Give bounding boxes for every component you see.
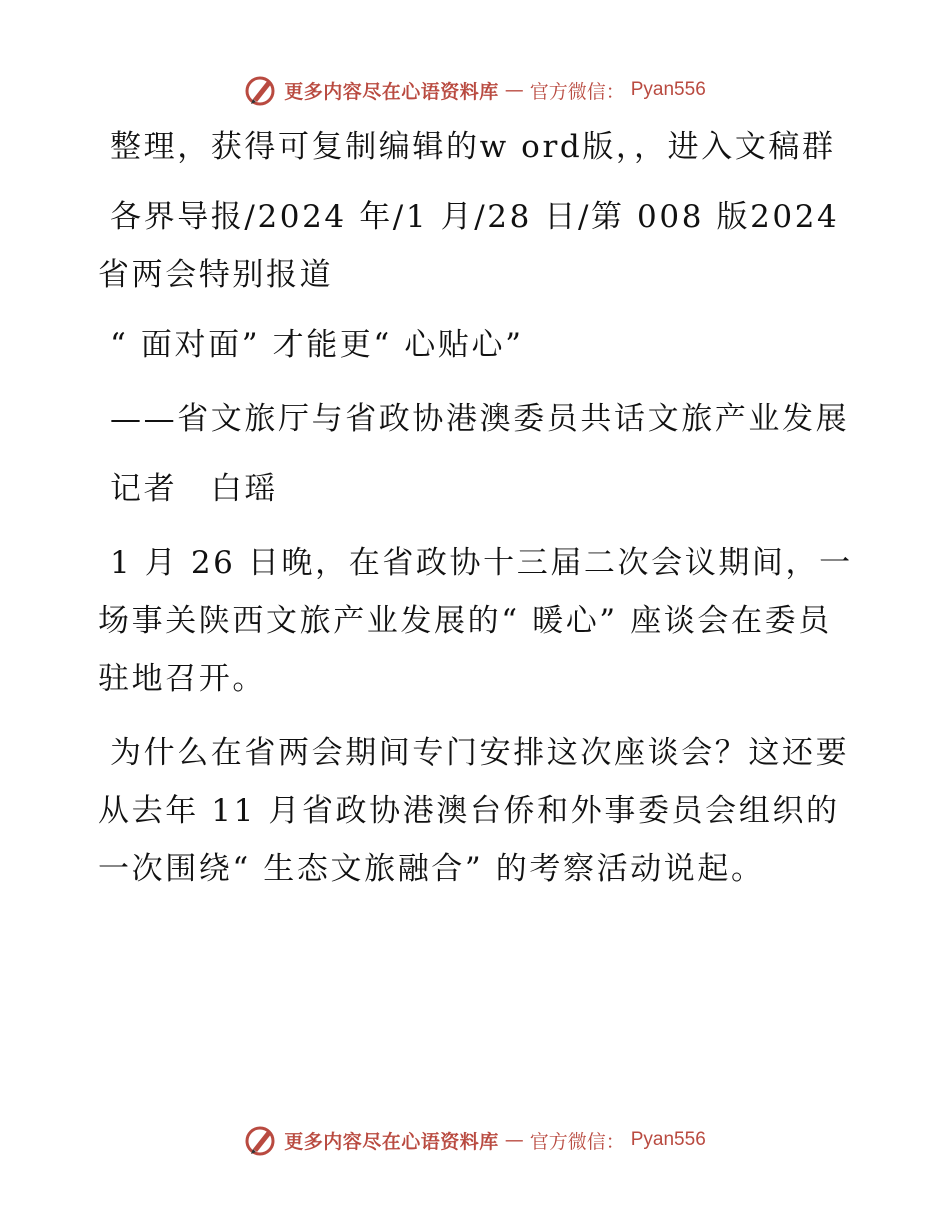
banner-label: 官方微信： [529, 80, 625, 103]
body-paragraph: 1 月 26 日晚，在省政协十三届二次会议期间，一场事关陕西文旅产业发展的“ 暖心” 座谈会在委员驻地召开。 [98, 545, 853, 697]
banner-text: 更多内容尽在心语资料库 [284, 1130, 499, 1153]
banner-separator: — [504, 1129, 524, 1151]
body-paragraph: 为什么在省两会期间专门安排这次座谈会？这还要从去年 11 月省政协港澳台侨和外事委员会组织的一次围绕“ 生态文旅融合” 的考察活动说起。 [98, 735, 850, 887]
source-line: 各界导报/2024 年/1 月/28 日/第 008 版2024省两会特别报道 [98, 199, 840, 293]
article-title: “ 面对面” 才能更“ 心贴心” [110, 327, 524, 363]
banner-wechat-id: Pyan556 [630, 1129, 706, 1150]
footer-banner [0, 1120, 950, 1160]
pen-logo-icon [244, 1123, 278, 1157]
banner-separator: — [504, 79, 524, 101]
intro-paragraph: 整理，获得可复制编辑的w ord版，，进入文稿群 [110, 129, 836, 165]
banner-wechat-id: Pyan556 [630, 79, 706, 100]
byline: 记者 白瑶 [110, 471, 278, 507]
pen-logo-icon [244, 73, 278, 107]
banner-text: 更多内容尽在心语资料库 [284, 80, 499, 103]
article-subtitle: ——省文旅厅与省政协港澳委员共话文旅产业发展 [110, 401, 850, 437]
header-banner [0, 70, 950, 110]
document-body [98, 118, 858, 914]
banner-label: 官方微信： [529, 1130, 625, 1153]
